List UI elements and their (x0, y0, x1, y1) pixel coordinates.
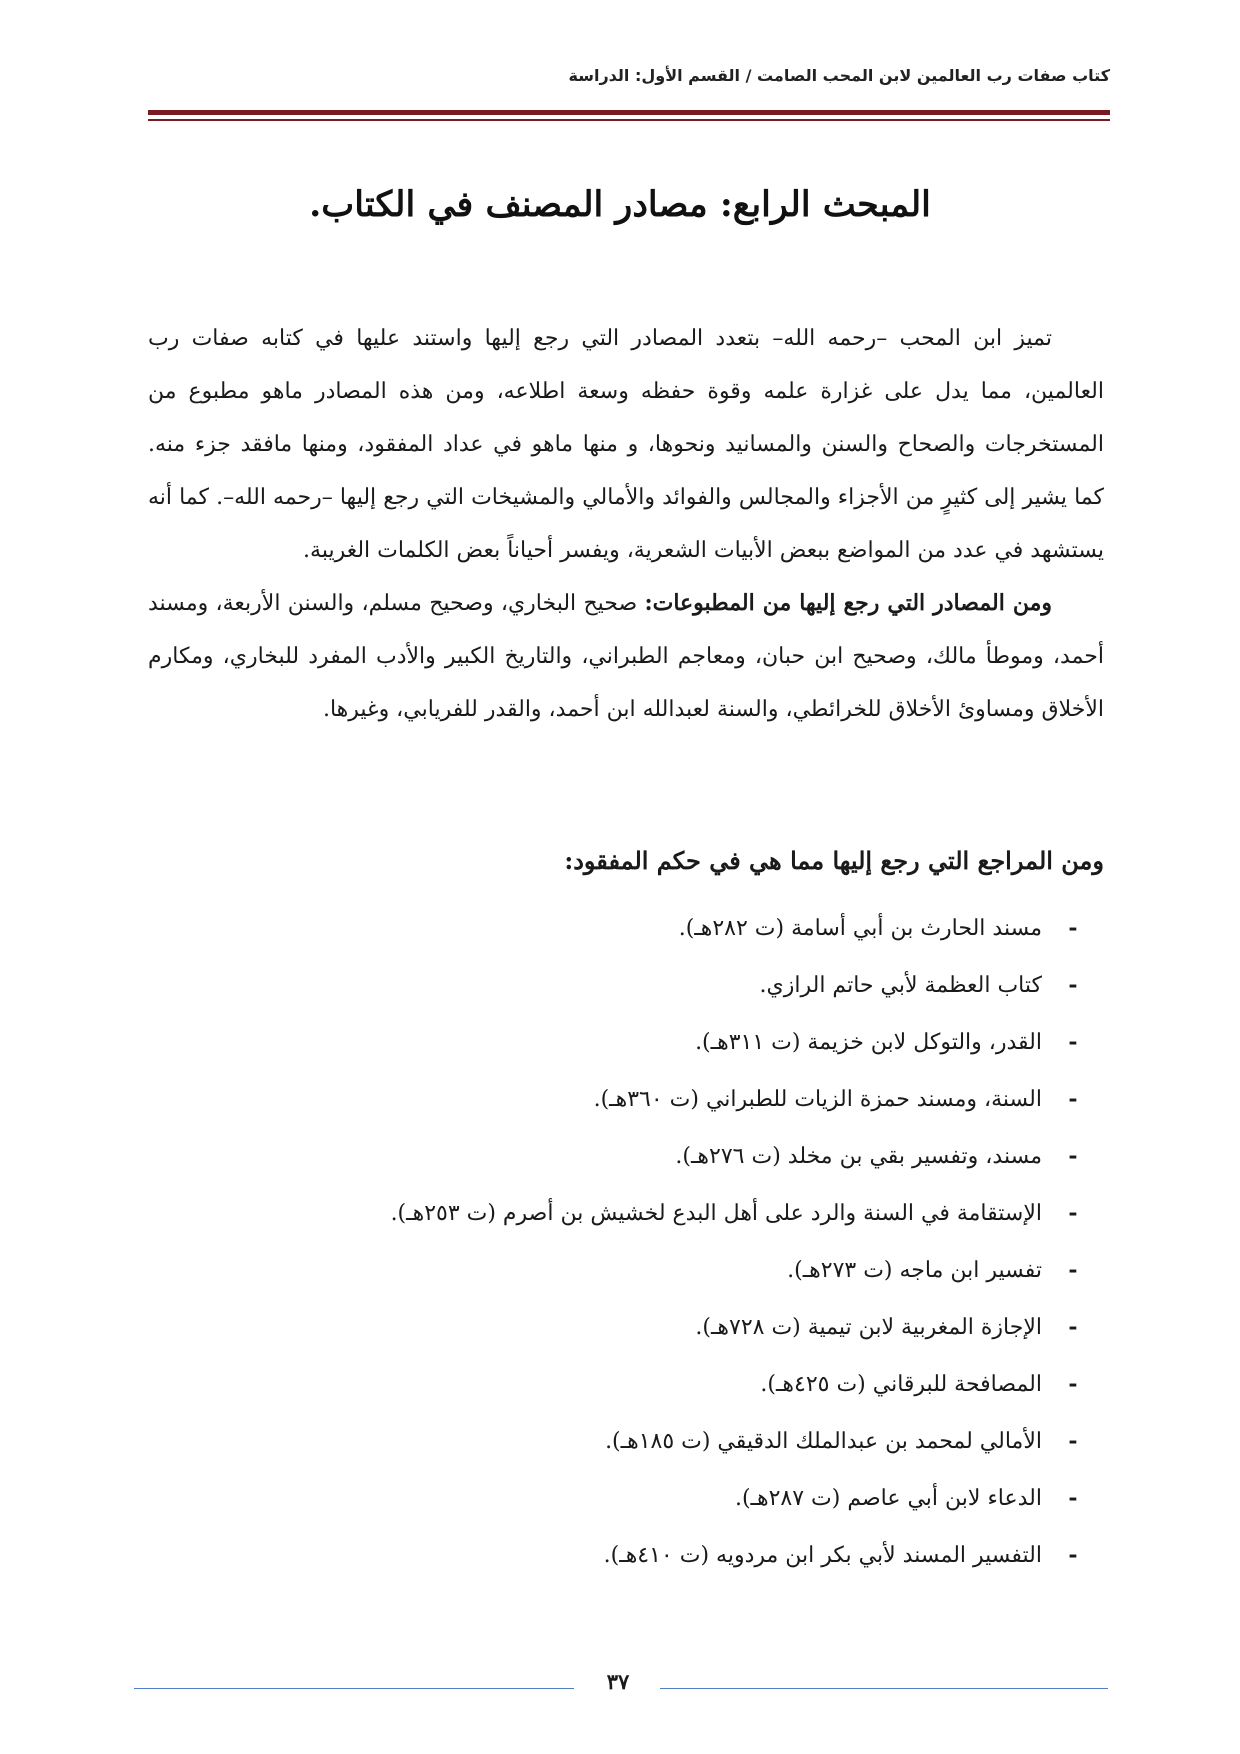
header-rule-thick (148, 110, 1110, 115)
list-item-text: مسند الحارث بن أبي أسامة (ت ٢٨٢هـ). (678, 916, 1042, 941)
list-item-text: السنة، ومسند حمزة الزيات للطبراني (ت ٣٦٠هـ). (593, 1087, 1042, 1112)
list-item (148, 957, 1104, 1014)
bullet-dash: - (1068, 1371, 1078, 1397)
page-number: ٣٧ (606, 1669, 630, 1694)
chapter-title: المبحث الرابع: مصادر المصنف في الكتاب. (309, 184, 931, 225)
bullet-dash: - (1068, 1428, 1078, 1454)
printed-sources-paragraph (148, 577, 1104, 736)
bullet-dash: - (1068, 915, 1078, 941)
bullet-dash: - (1068, 1086, 1078, 1112)
bullet-dash: - (1068, 1029, 1078, 1055)
list-item (148, 900, 1104, 957)
list-item (148, 1470, 1104, 1527)
intro-paragraph: تميز ابن المحب –رحمه الله– بتعدد المصادر التي رجع إليها واستند عليها في كتابه صفات رب العالمين، مما يدل على غزارة علمه وقوة حفظه وسعة اطلاعه، ومن هذه المصادر ماهو مطبوع من المستخرجات والصحاح والسنن والمسانيد ونحوها، و منها ماهو في عداد المفقود، ومنها مافقد جزء منه. كما يشير إلى كثيرٍ من الأجزاء والمجالس والفوائد والأمالي والمشيخات التي رجع إليها –رحمه الله–. كما أنه يستشهد في عدد من المواضع ببعض الأبيات الشعرية، ويفسر أحياناً بعض الكلمات الغريبة. (148, 326, 1104, 563)
bullet-dash: - (1068, 972, 1078, 998)
printed-sources-text: صحيح البخاري، وصحيح مسلم، والسنن الأربعة، ومسند أحمد، وموطأ مالك، وصحيح ابن حبان، ومعاجم الطبراني، والتاريخ الكبير والأدب المفرد للبخاري، ومكارم الأخلاق ومساوئ الأخلاق للخرائطي، والسنة لعبدالله ابن أحمد، والقدر للفريابي، وغيرها. (148, 591, 1104, 722)
bullet-dash: - (1068, 1200, 1078, 1226)
bullet-dash: - (1068, 1542, 1078, 1568)
list-item-text: تفسير ابن ماجه (ت ٢٧٣هـ). (787, 1258, 1042, 1283)
list-item-text: كتاب العظمة لأبي حاتم الرازي. (759, 973, 1042, 998)
footer-rule-left (134, 1688, 574, 1689)
body-text (148, 312, 1104, 736)
list-item (148, 1071, 1104, 1128)
list-item (148, 1014, 1104, 1071)
list-item (148, 1242, 1104, 1299)
lost-sources-list (148, 900, 1104, 1584)
list-item (148, 1128, 1104, 1185)
list-item (148, 1185, 1104, 1242)
list-item (148, 1413, 1104, 1470)
footer-rule-right (660, 1688, 1108, 1689)
bullet-dash: - (1068, 1143, 1078, 1169)
lost-sources-heading: ومن المراجع التي رجع إليها مما هي في حكم المفقود: (564, 846, 1104, 875)
list-item (148, 1356, 1104, 1413)
list-item-text: الإجازة المغربية لابن تيمية (ت ٧٢٨هـ). (695, 1315, 1042, 1340)
bullet-dash: - (1068, 1314, 1078, 1340)
list-item-text: الدعاء لابن أبي عاصم (ت ٢٨٧هـ). (734, 1486, 1042, 1511)
list-item (148, 1527, 1104, 1584)
list-item-text: التفسير المسند لأبي بكر ابن مردويه (ت ٤١٠هـ). (603, 1543, 1042, 1568)
list-item-text: القدر، والتوكل لابن خزيمة (ت ٣١١هـ). (695, 1030, 1042, 1055)
bullet-dash: - (1068, 1257, 1078, 1283)
bullet-dash: - (1068, 1485, 1078, 1511)
list-item-text: مسند، وتفسير بقي بن مخلد (ت ٢٧٦هـ). (675, 1144, 1042, 1169)
list-item-text: المصافحة للبرقاني (ت ٤٢٥هـ). (760, 1372, 1042, 1397)
header-rule-thin (148, 119, 1110, 121)
running-header: كتاب صفات رب العالمين لابن المحب الصامت / القسم الأول: الدراسة (568, 66, 1110, 85)
list-item-text: الإستقامة في السنة والرد على أهل البدع لخشيش بن أصرم (ت ٢٥٣هـ). (390, 1201, 1042, 1226)
list-item-text: الأمالي لمحمد بن عبدالملك الدقيقي (ت ١٨٥هـ). (605, 1429, 1042, 1454)
printed-sources-lead: ومن المصادر التي رجع إليها من المطبوعات: (644, 590, 1052, 616)
list-item (148, 1299, 1104, 1356)
